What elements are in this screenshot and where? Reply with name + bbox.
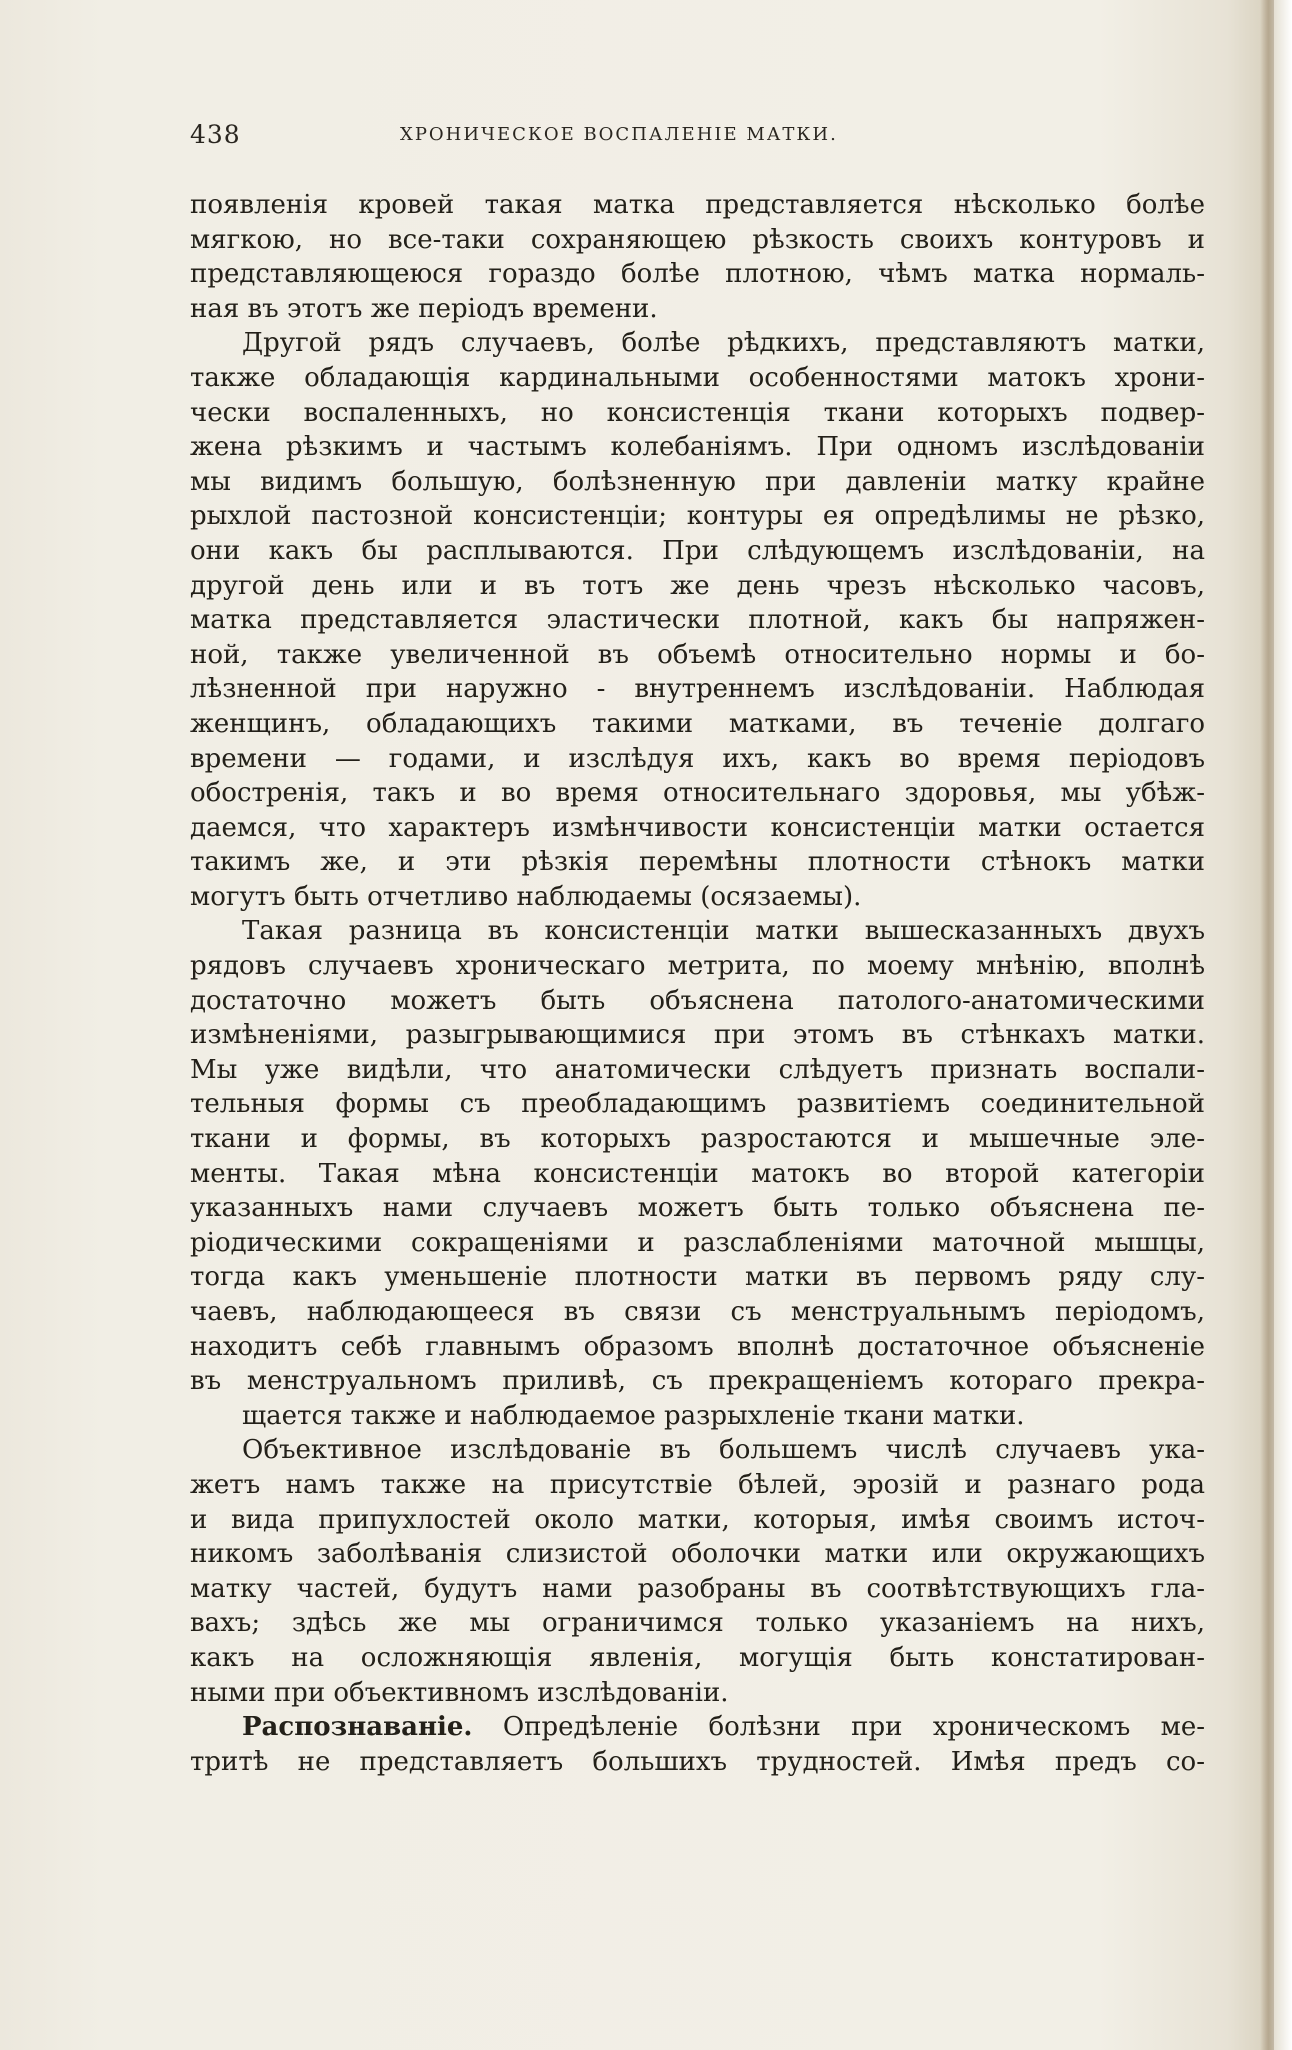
- text-line: въ менструальномъ приливѣ, съ прекращеніемъ котораго прекра-: [190, 1366, 1205, 1397]
- body-text: [190, 188, 1205, 1779]
- text-line: щается также и наблюдаемое разрыхленіе ткани матки.: [242, 1400, 1025, 1431]
- text-line: тельныя формы съ преобладающимъ развитіемъ соединительной: [190, 1089, 1205, 1120]
- text-line: мягкою, но все-таки сохраняющею рѣзкость своихъ контуровъ и: [190, 224, 1205, 255]
- text-line: достаточно можетъ быть объяснена патолого-анатомическими: [190, 985, 1205, 1016]
- text-line: ная въ этотъ же періодъ времени.: [190, 293, 658, 324]
- text-line: ными при объективномъ изслѣдованіи.: [190, 1677, 729, 1708]
- paragraph: [190, 188, 1205, 326]
- text-line: матка представляется эластически плотной, какъ бы напряжен-: [190, 605, 1205, 636]
- text-line: появленія кровей такая матка представляется нѣсколько болѣе: [190, 190, 1205, 220]
- text-line: никомъ заболѣванія слизистой оболочки матки или окружающихъ: [190, 1539, 1205, 1570]
- paragraph: [190, 1710, 1205, 1779]
- section-heading: Распознаваніе.: [242, 1712, 473, 1743]
- text-line: также обладающія кардинальными особенностями матокъ хрони-: [190, 362, 1205, 393]
- text-line: указанныхъ нами случаевъ можетъ быть только объяснена пе-: [190, 1193, 1205, 1224]
- text-line: представляющеюся гораздо болѣе плотною, чѣмъ матка нормаль-: [190, 259, 1205, 290]
- paragraph: [190, 1433, 1205, 1710]
- text-line: ткани и формы, въ которыхъ разростаются и мышечные эле-: [190, 1124, 1205, 1155]
- paragraph: [190, 914, 1205, 1433]
- text-line: жена рѣзкимъ и частымъ колебаніямъ. При одномъ изслѣдованіи: [190, 432, 1205, 463]
- text-line: могутъ быть отчетливо наблюдаемы (осязаемы).: [190, 881, 862, 912]
- text-line: обостренія, такъ и во время относительнаго здоровья, мы убѣж-: [190, 778, 1205, 809]
- text-line: и вида припухлостей около матки, которыя, имѣя своимъ источ-: [190, 1504, 1205, 1535]
- text-line: ріодическими сокращеніями и разслабленіями маточной мышцы,: [190, 1227, 1205, 1258]
- text-line: мы видимъ большую, болѣзненную при давленіи матку крайне: [190, 466, 1205, 497]
- page-number: 438: [190, 120, 241, 149]
- text-line: такимъ же, и эти рѣзкія перемѣны плотности стѣнокъ матки: [190, 847, 1205, 878]
- text-line: измѣненіями, разыгрывающимися при этомъ въ стѣнкахъ матки.: [190, 1020, 1205, 1051]
- text-line: лѣзненной при наружно - внутреннемъ изслѣдованіи. Наблюдая: [190, 674, 1205, 705]
- text-line: Такая разница въ консистенціи матки вышесказанныхъ двухъ: [242, 916, 1205, 947]
- paragraph: [190, 326, 1205, 914]
- text-line: тогда какъ уменьшеніе плотности матки въ первомъ ряду слу-: [190, 1262, 1205, 1293]
- text-line: другой день или и въ тотъ же день чрезъ нѣсколько часовъ,: [190, 570, 1205, 601]
- text-line: Другой рядъ случаевъ, болѣе рѣдкихъ, представляютъ матки,: [242, 328, 1205, 359]
- text-line: матку частей, будутъ нами разобраны въ соотвѣтствующихъ гла-: [190, 1573, 1205, 1604]
- text-line: женщинъ, обладающихъ такими матками, въ теченіе долгаго: [190, 708, 1205, 739]
- text-line: времени — годами, и изслѣдуя ихъ, какъ во время періодовъ: [190, 743, 1205, 774]
- text-line: [190, 1710, 1205, 1745]
- page-binding-shadow: [1260, 0, 1274, 2050]
- text-line: жетъ намъ также на присутствіе бѣлей, эрозій и разнаго рода: [190, 1469, 1205, 1500]
- text-line: находитъ себѣ главнымъ образомъ вполнѣ достаточное объясненіе: [190, 1331, 1205, 1362]
- text-line: чаевъ, наблюдающееся въ связи съ менструальнымъ періодомъ,: [190, 1297, 1205, 1327]
- text-line: Объективное изслѣдованіе въ большемъ числѣ случаевъ ука-: [242, 1435, 1205, 1466]
- text-line: рядовъ случаевъ хроническаго метрита, по моему мнѣнію, вполнѣ: [190, 951, 1205, 982]
- running-title: ХРОНИЧЕСКОЕ ВОСПАЛЕНІЕ МАТКИ.: [400, 124, 838, 145]
- text-line: тритѣ не представляетъ большихъ трудностей. Имѣя предъ со-: [190, 1746, 1205, 1777]
- text-line: вахъ; здѣсь же мы ограничимся только указаніемъ на нихъ,: [190, 1608, 1205, 1639]
- text-line: даемся, что характеръ измѣнчивости консистенціи матки остается: [190, 812, 1205, 843]
- text-line: рыхлой пастозной консистенціи; контуры ея опредѣлимы не рѣзко,: [190, 501, 1205, 532]
- text-line: чески воспаленныхъ, но консистенція ткани которыхъ подвер-: [190, 397, 1205, 428]
- text-run: Опредѣленіе болѣзни при хроническомъ ме-: [472, 1712, 1205, 1743]
- text-line: какъ на осложняющія явленія, могущія быть констатирован-: [190, 1642, 1205, 1673]
- text-line: менты. Такая мѣна консистенціи матокъ во второй категоріи: [190, 1158, 1205, 1189]
- text-line: они какъ бы расплываются. При слѣдующемъ изслѣдованіи, на: [190, 535, 1205, 566]
- page-header: [190, 120, 990, 160]
- text-line: Мы уже видѣли, что анатомически слѣдуетъ признать воспали-: [190, 1054, 1205, 1085]
- text-line: ной, также увеличенной въ объемѣ относительно нормы и бо-: [190, 639, 1205, 670]
